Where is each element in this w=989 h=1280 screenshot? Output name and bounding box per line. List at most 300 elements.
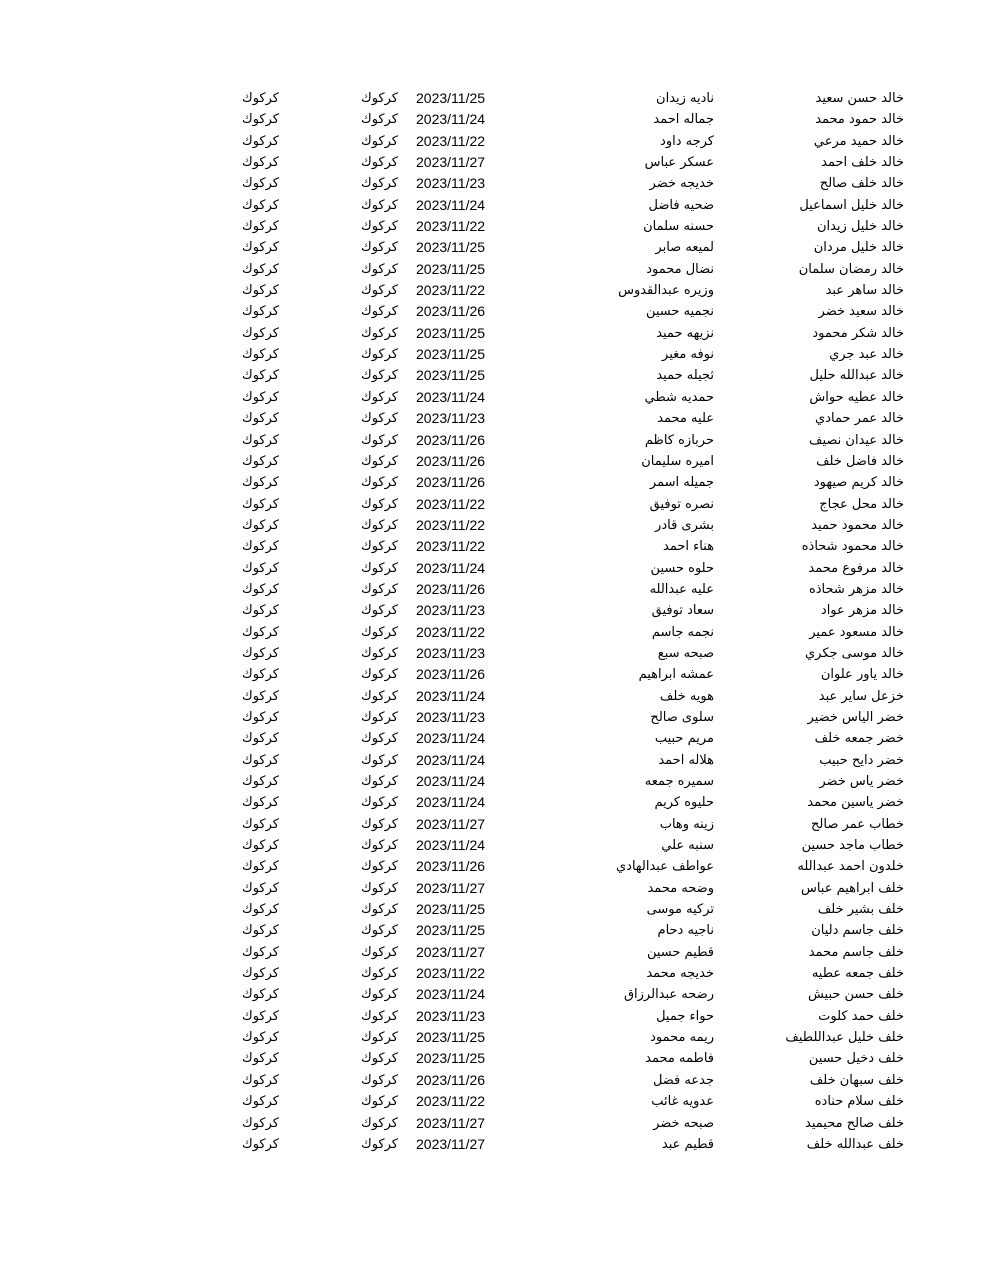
person-name: خلف حمد كلوت <box>818 1008 904 1024</box>
mother-name: نضال محمود <box>646 261 714 277</box>
city: كركوك <box>242 987 279 1003</box>
record-date: 2023/11/24 <box>416 388 486 405</box>
city: كركوك <box>242 880 279 896</box>
governorate: كركوك <box>361 411 398 427</box>
city: كركوك <box>242 1030 279 1046</box>
record-date: 2023/11/23 <box>416 410 486 427</box>
governorate: كركوك <box>361 325 398 341</box>
record-date: 2023/11/26 <box>416 858 486 875</box>
mother-name: ثجيله حميد <box>656 368 714 384</box>
city: كركوك <box>242 774 279 789</box>
table-row <box>0 1091 989 1112</box>
table-row <box>0 856 989 877</box>
city: كركوك <box>242 1094 279 1110</box>
city: كركوك <box>242 1008 279 1024</box>
city: كركوك <box>242 603 279 619</box>
record-date: 2023/11/22 <box>416 218 486 235</box>
governorate: كركوك <box>361 923 398 939</box>
table-row <box>0 173 989 194</box>
mother-name: عواطف عبدالهادي <box>615 859 714 875</box>
mother-name: عمشه ابراهيم <box>638 667 714 683</box>
city: كركوك <box>242 560 279 576</box>
table-row <box>0 835 989 856</box>
mother-name: حسنه سلمان <box>643 219 714 235</box>
governorate: كركوك <box>361 496 398 512</box>
mother-name: هويه خلف <box>659 688 714 704</box>
person-name: خالد حسن سعيد <box>815 91 904 106</box>
mother-name: حليوه كريم <box>654 795 714 811</box>
table-row <box>0 237 989 258</box>
city: كركوك <box>242 923 279 939</box>
table-row <box>0 131 989 152</box>
record-date: 2023/11/24 <box>416 687 486 704</box>
person-name: خالد محل عجاج <box>819 496 904 512</box>
mother-name: حلوه حسين <box>650 560 714 576</box>
city: كركوك <box>242 795 279 811</box>
city: كركوك <box>242 496 279 512</box>
person-name: خالد مسعود عمير <box>809 624 904 640</box>
table-row <box>0 109 989 130</box>
record-date: 2023/11/22 <box>416 282 486 299</box>
person-name: خلف عبدالله خلف <box>806 1136 904 1152</box>
person-name: خضر ياس خضر <box>819 774 904 789</box>
person-name: خالد خليل اسماعيل <box>799 197 904 213</box>
table-row <box>0 1113 989 1134</box>
governorate: كركوك <box>361 197 398 213</box>
record-date: 2023/11/24 <box>416 986 486 1003</box>
city: كركوك <box>242 368 279 384</box>
city: كركوك <box>242 838 279 854</box>
person-name: خلف جاسم دليان <box>811 923 904 939</box>
city: كركوك <box>242 325 279 341</box>
city: كركوك <box>242 347 279 363</box>
table-row <box>0 280 989 301</box>
table-row <box>0 1027 989 1048</box>
table-row <box>0 814 989 835</box>
city: كركوك <box>242 688 279 704</box>
record-date: 2023/11/25 <box>416 324 486 341</box>
mother-name: حربازه كاظم <box>644 432 714 448</box>
table-row <box>0 216 989 237</box>
table-row <box>0 899 989 920</box>
governorate: كركوك <box>361 283 398 299</box>
governorate: كركوك <box>361 91 398 106</box>
governorate: كركوك <box>361 261 398 277</box>
record-date: 2023/11/26 <box>416 580 486 597</box>
record-date: 2023/11/25 <box>416 1050 486 1067</box>
governorate: كركوك <box>361 838 398 854</box>
governorate: كركوك <box>361 774 398 789</box>
mother-name: قطيم حسين <box>646 944 714 960</box>
record-date: 2023/11/22 <box>416 516 486 533</box>
person-name: خالد خلف احمد <box>821 155 904 171</box>
city: كركوك <box>242 645 279 661</box>
mother-name: عدويه غائب <box>651 1094 714 1110</box>
city: كركوك <box>242 432 279 448</box>
city: كركوك <box>242 709 279 725</box>
person-name: خلف دخيل حسين <box>808 1051 904 1067</box>
record-date: 2023/11/27 <box>416 1135 486 1152</box>
mother-name: نزيهه حميد <box>656 325 714 341</box>
person-name: خالد ياور علوان <box>820 667 904 683</box>
table-row <box>0 686 989 707</box>
city: كركوك <box>242 731 279 747</box>
city: كركوك <box>242 240 279 256</box>
person-name: خالد مزهر عواد <box>820 603 904 619</box>
table-row <box>0 472 989 493</box>
mother-name: صبحه سبع <box>657 645 714 661</box>
governorate: كركوك <box>361 966 398 982</box>
mother-name: عليه محمد <box>657 411 714 427</box>
city: كركوك <box>242 859 279 875</box>
record-date: 2023/11/25 <box>416 922 486 939</box>
record-date: 2023/11/25 <box>416 260 486 277</box>
table-row <box>0 494 989 515</box>
governorate: كركوك <box>361 624 398 640</box>
city: كركوك <box>242 91 279 106</box>
person-name: خلف خليل عبداللطيف <box>785 1030 904 1046</box>
table-row <box>0 558 989 579</box>
governorate: كركوك <box>361 368 398 384</box>
person-name: خالد محمود حميد <box>811 517 904 533</box>
table-row <box>0 942 989 963</box>
mother-name: نوفه مغير <box>662 347 714 363</box>
governorate: كركوك <box>361 795 398 811</box>
table-row <box>0 88 989 109</box>
person-name: خالد حمود محمد <box>815 112 904 128</box>
governorate: كركوك <box>361 453 398 469</box>
person-name: خالد خليل مردان <box>813 240 904 256</box>
record-date: 2023/11/24 <box>416 730 486 747</box>
table-row <box>0 622 989 643</box>
table-row <box>0 344 989 365</box>
mother-name: نجميه حسين <box>645 304 714 320</box>
governorate: كركوك <box>361 389 398 405</box>
governorate: كركوك <box>361 219 398 235</box>
record-date: 2023/11/22 <box>416 1093 486 1110</box>
person-name: خالد عبدالله حليل <box>809 368 904 384</box>
governorate: كركوك <box>361 603 398 619</box>
city: كركوك <box>242 453 279 469</box>
mother-name: وضحه محمد <box>647 880 714 896</box>
person-name: خضر جمعه خلف <box>814 731 904 747</box>
record-date: 2023/11/23 <box>416 708 486 725</box>
record-date: 2023/11/24 <box>416 837 486 854</box>
table-row <box>0 792 989 813</box>
mother-name: هناء احمد <box>663 539 714 555</box>
governorate: كركوك <box>361 667 398 683</box>
table-row <box>0 515 989 536</box>
table-row <box>0 1134 989 1155</box>
mother-name: صبحه خضر <box>653 1115 714 1131</box>
table-row <box>0 728 989 749</box>
person-name: خالد ساهر عبد <box>825 283 904 299</box>
person-name: خالد شكر محمود <box>812 325 904 341</box>
governorate: كركوك <box>361 560 398 576</box>
mother-name: لميعه صابر <box>655 240 714 256</box>
table-row <box>0 536 989 557</box>
person-name: خلف ابراهيم عباس <box>800 880 904 896</box>
record-date: 2023/11/25 <box>416 346 486 363</box>
mother-name: هلاله احمد <box>658 752 714 768</box>
mother-name: سلوى صالح <box>650 709 714 725</box>
mother-name: قطيم عبد <box>661 1136 714 1152</box>
record-date: 2023/11/23 <box>416 602 486 619</box>
governorate: كركوك <box>361 709 398 725</box>
city: كركوك <box>242 155 279 171</box>
governorate: كركوك <box>361 645 398 661</box>
mother-name: جماله احمد <box>653 112 714 128</box>
city: كركوك <box>242 966 279 982</box>
table-row <box>0 878 989 899</box>
city: كركوك <box>242 283 279 299</box>
person-name: خالد عبد جري <box>829 347 904 363</box>
city: كركوك <box>242 304 279 320</box>
mother-name: خديجه خضر <box>649 176 714 192</box>
record-date: 2023/11/24 <box>416 773 486 789</box>
table-row <box>0 707 989 728</box>
table-row <box>0 365 989 386</box>
table-row <box>0 1070 989 1091</box>
person-name: خالد كريم صيهود <box>813 475 904 491</box>
governorate: كركوك <box>361 539 398 555</box>
mother-name: بشرى قادر <box>655 517 714 533</box>
record-date: 2023/11/27 <box>416 154 486 171</box>
record-date: 2023/11/27 <box>416 879 486 896</box>
governorate: كركوك <box>361 581 398 597</box>
person-name: خلف جمعه عطيه <box>811 966 904 982</box>
mother-name: عليه عبدالله <box>649 581 714 597</box>
governorate: كركوك <box>361 155 398 171</box>
person-name: خالد رمضان سلمان <box>798 261 904 277</box>
person-name: خالد خلف صالح <box>819 176 904 192</box>
person-name: خلدون احمد عبدالله <box>797 859 904 875</box>
governorate: كركوك <box>361 731 398 747</box>
governorate: كركوك <box>361 347 398 363</box>
governorate: كركوك <box>361 1136 398 1152</box>
mother-name: نصره توفيق <box>649 496 714 512</box>
governorate: كركوك <box>361 133 398 149</box>
person-name: خلف سلام حناده <box>814 1094 904 1110</box>
person-name: خالد عمر حمادي <box>815 411 904 427</box>
table-row <box>0 323 989 344</box>
table-row <box>0 301 989 322</box>
mother-name: وزيره عبدالقدوس <box>618 283 714 299</box>
table-row <box>0 259 989 280</box>
table-row <box>0 1006 989 1027</box>
mother-name: فاطمه محمد <box>645 1051 714 1067</box>
city: كركوك <box>242 1072 279 1088</box>
city: كركوك <box>242 1051 279 1067</box>
mother-name: نجمه جاسم <box>651 624 714 640</box>
record-date: 2023/11/25 <box>416 1029 486 1046</box>
person-name: خلف بشير خلف <box>817 902 904 918</box>
person-name: خالد مزهر شحاذه <box>808 581 904 597</box>
governorate: كركوك <box>361 1008 398 1024</box>
mother-name: جدعه فضل <box>652 1072 714 1088</box>
governorate: كركوك <box>361 475 398 491</box>
governorate: كركوك <box>361 432 398 448</box>
record-date: 2023/11/23 <box>416 1007 486 1024</box>
mother-name: مريم حبيب <box>654 731 714 747</box>
record-date: 2023/11/26 <box>416 303 486 320</box>
record-date: 2023/11/26 <box>416 452 486 469</box>
record-date: 2023/11/27 <box>416 815 486 832</box>
mother-name: ناجيه دحام <box>657 923 714 939</box>
mother-name: سعاد توفيق <box>651 603 714 619</box>
table-row <box>0 643 989 664</box>
governorate: كركوك <box>361 1051 398 1067</box>
city: كركوك <box>242 816 279 832</box>
mother-name: رضحه عبدالرزاق <box>623 987 714 1003</box>
city: كركوك <box>242 261 279 277</box>
person-name: خضر الياس خضير <box>807 709 904 725</box>
city: كركوك <box>242 133 279 149</box>
person-name: خالد موسى جكري <box>804 645 904 661</box>
table-row <box>0 387 989 408</box>
mother-name: ضحيه فاضل <box>648 197 714 213</box>
person-name: خالد عيدان نصيف <box>809 432 904 448</box>
governorate: كركوك <box>361 304 398 320</box>
city: كركوك <box>242 944 279 960</box>
record-date: 2023/11/26 <box>416 431 486 448</box>
table-row <box>0 451 989 472</box>
table-row <box>0 430 989 451</box>
record-date: 2023/11/25 <box>416 239 486 256</box>
governorate: كركوك <box>361 944 398 960</box>
record-date: 2023/11/27 <box>416 943 486 960</box>
governorate: كركوك <box>361 240 398 256</box>
person-name: خطاب عمر صالح <box>811 816 904 832</box>
table-row <box>0 664 989 685</box>
mother-name: ناديه زيدان <box>656 91 714 106</box>
city: كركوك <box>242 1136 279 1152</box>
mother-name: تركيه موسى <box>646 902 714 918</box>
record-date: 2023/11/22 <box>416 623 486 640</box>
governorate: كركوك <box>361 987 398 1003</box>
mother-name: سنبه علي <box>661 838 714 854</box>
table-row <box>0 920 989 941</box>
governorate: كركوك <box>361 176 398 192</box>
mother-name: كرجه داود <box>660 133 714 149</box>
person-name: خضر دايح حبيب <box>819 752 904 768</box>
person-name: خالد مرفوع محمد <box>808 560 904 576</box>
person-name: خضر ياسين محمد <box>807 795 904 811</box>
table-row <box>0 195 989 216</box>
city: كركوك <box>242 176 279 192</box>
city: كركوك <box>242 667 279 683</box>
table-row <box>0 579 989 600</box>
person-name: خالد فاضل خلف <box>816 453 904 469</box>
city: كركوك <box>242 752 279 768</box>
mother-name: جميله اسمر <box>649 475 714 491</box>
governorate: كركوك <box>361 1030 398 1046</box>
governorate: كركوك <box>361 1115 398 1131</box>
person-name: خالد سعيد خضر <box>818 304 904 320</box>
record-date: 2023/11/26 <box>416 666 486 683</box>
city: كركوك <box>242 902 279 918</box>
table-row <box>0 152 989 173</box>
person-name: خطاب ماجد حسين <box>801 838 904 854</box>
city: كركوك <box>242 624 279 640</box>
mother-name: اميره سليمان <box>641 453 714 469</box>
person-name: خلف جاسم محمد <box>808 944 904 960</box>
mother-name: خديجه محمد <box>646 966 714 982</box>
record-date: 2023/11/25 <box>416 367 486 384</box>
table-row <box>0 771 989 792</box>
city: كركوك <box>242 1115 279 1131</box>
city: كركوك <box>242 219 279 235</box>
city: كركوك <box>242 112 279 128</box>
person-name: خلف حسن حبيش <box>807 987 904 1003</box>
city: كركوك <box>242 411 279 427</box>
record-date: 2023/11/24 <box>416 751 486 768</box>
governorate: كركوك <box>361 880 398 896</box>
city: كركوك <box>242 517 279 533</box>
record-date: 2023/11/26 <box>416 474 486 491</box>
person-name: خلف سبهان خلف <box>809 1072 904 1088</box>
city: كركوك <box>242 539 279 555</box>
governorate: كركوك <box>361 1072 398 1088</box>
governorate: كركوك <box>361 902 398 918</box>
record-date: 2023/11/25 <box>416 90 486 106</box>
person-name: خلف صالح محيميد <box>805 1115 904 1131</box>
record-date: 2023/11/26 <box>416 1071 486 1088</box>
governorate: كركوك <box>361 859 398 875</box>
mother-name: عسكر عباس <box>644 155 714 171</box>
table-row <box>0 600 989 621</box>
table-row <box>0 408 989 429</box>
governorate: كركوك <box>361 688 398 704</box>
record-date: 2023/11/23 <box>416 644 486 661</box>
mother-name: زينه وهاب <box>659 816 714 832</box>
record-date: 2023/11/22 <box>416 965 486 982</box>
table-row <box>0 1048 989 1069</box>
governorate: كركوك <box>361 1094 398 1110</box>
person-name: خالد حميد مرعي <box>813 133 904 149</box>
city: كركوك <box>242 581 279 597</box>
table-row <box>0 984 989 1005</box>
governorate: كركوك <box>361 112 398 128</box>
record-date: 2023/11/22 <box>416 132 486 149</box>
table-row <box>0 750 989 771</box>
table-row <box>0 963 989 984</box>
mother-name: حواء جميل <box>656 1008 714 1024</box>
record-date: 2023/11/22 <box>416 538 486 555</box>
governorate: كركوك <box>361 752 398 768</box>
person-name: خالد خليل زيدان <box>816 219 904 235</box>
mother-name: سميره جمعه <box>644 774 714 789</box>
governorate: كركوك <box>361 816 398 832</box>
governorate: كركوك <box>361 517 398 533</box>
mother-name: حمديه شطي <box>644 389 714 405</box>
record-date: 2023/11/25 <box>416 901 486 918</box>
city: كركوك <box>242 475 279 491</box>
person-name: خالد محمود شحاذه <box>801 539 904 555</box>
record-date: 2023/11/22 <box>416 495 486 512</box>
mother-name: ريمه محمود <box>650 1030 714 1046</box>
record-date: 2023/11/23 <box>416 175 486 192</box>
record-date: 2023/11/27 <box>416 1114 486 1131</box>
record-date: 2023/11/24 <box>416 794 486 811</box>
record-date: 2023/11/24 <box>416 196 486 213</box>
city: كركوك <box>242 197 279 213</box>
person-name: خزعل ساير عبد <box>818 688 904 704</box>
record-date: 2023/11/24 <box>416 559 486 576</box>
record-date: 2023/11/24 <box>416 111 486 128</box>
city: كركوك <box>242 389 279 405</box>
records-table <box>0 88 989 1155</box>
